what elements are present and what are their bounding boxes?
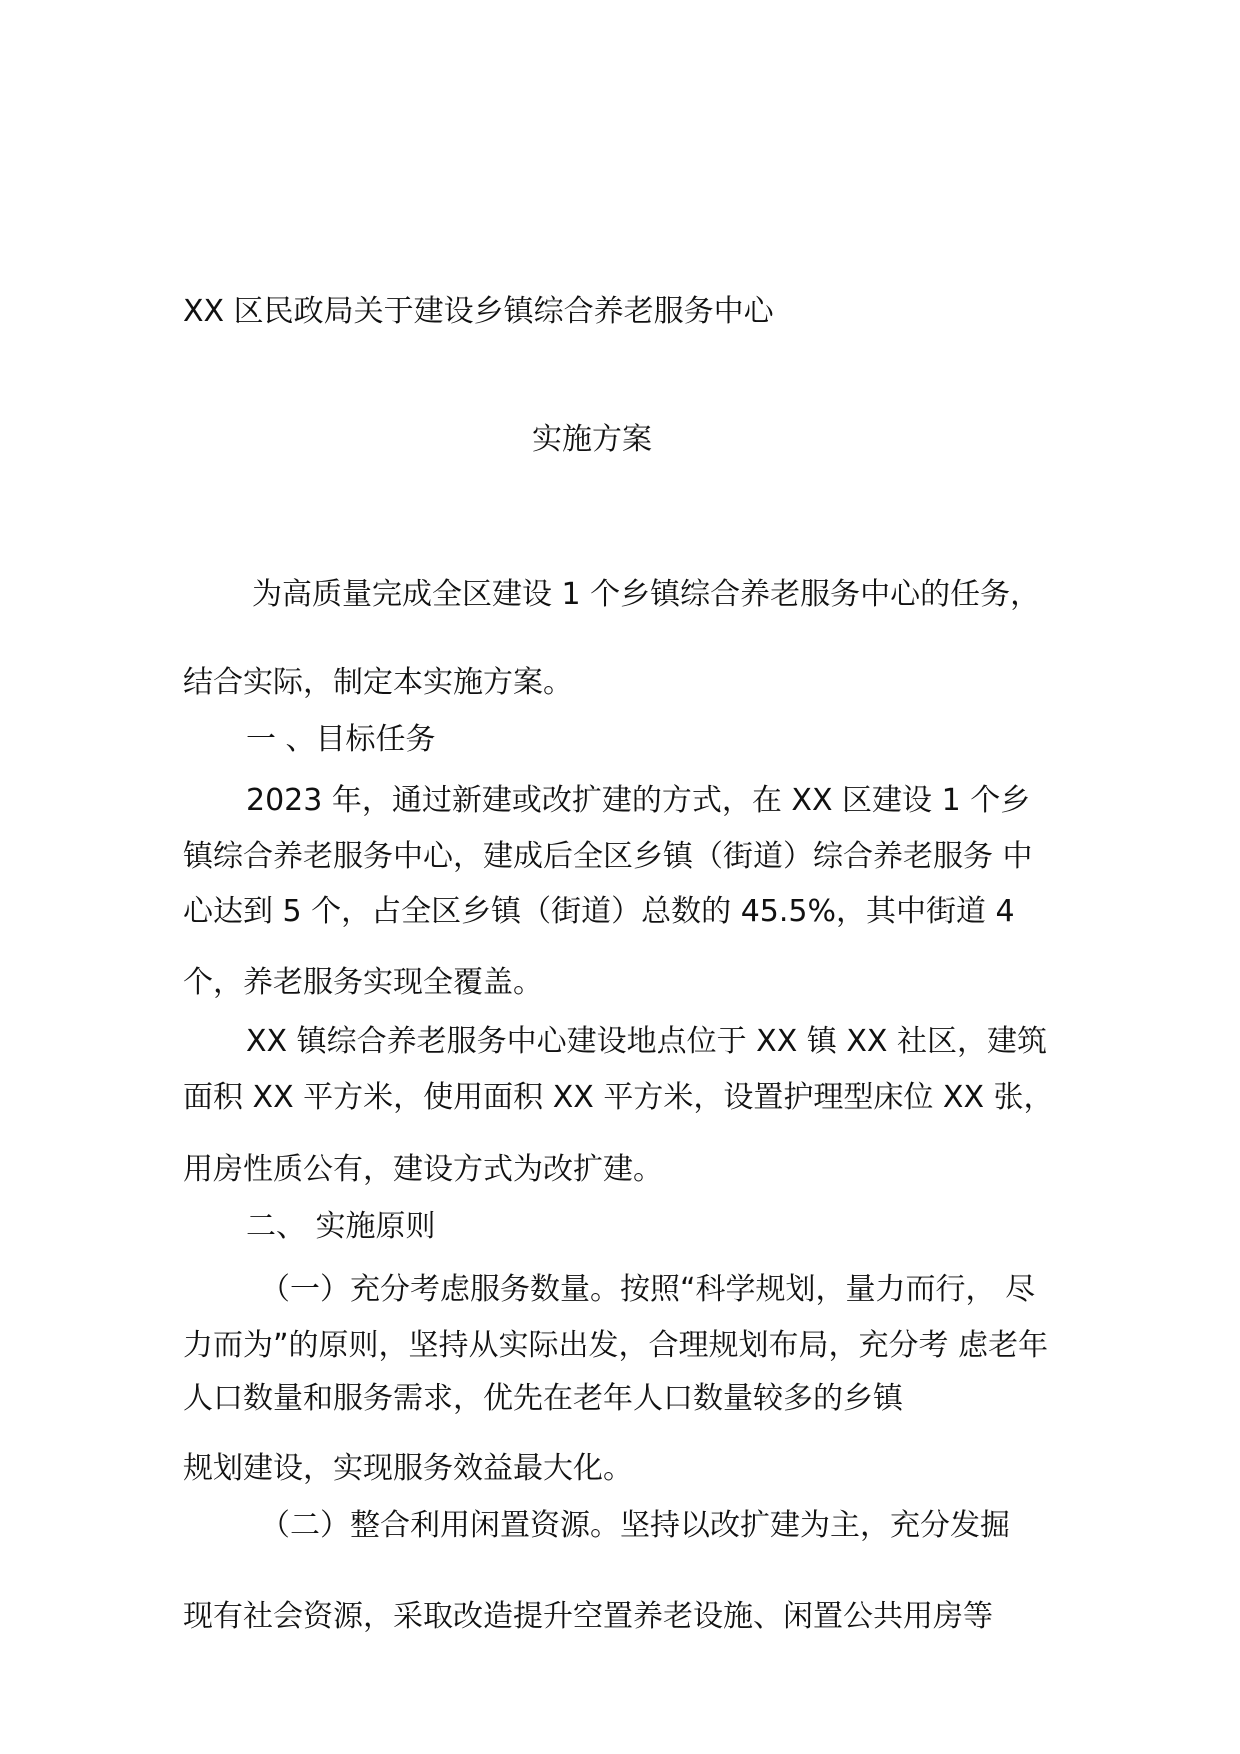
paragraph-line: 面积 XX 平方米，使用面积 XX 平方米，设置护理型床位 XX 张， bbox=[183, 1080, 1054, 1115]
paragraph-line: 人口数量和服务需求，优先在老年人口数量较多的乡镇 bbox=[183, 1381, 903, 1416]
paragraph-line: 规划建设，实现服务效益最大化。 bbox=[183, 1451, 633, 1486]
paragraph-line: 结合实际，制定本实施方案。 bbox=[183, 665, 573, 700]
paragraph-line: 2023 年，通过新建或改扩建的方式，在 XX 区建设 1 个乡 bbox=[246, 783, 1031, 818]
paragraph-line: 心达到 5 个，占全区乡镇（街道）总数的 45.5%，其中街道 4 bbox=[183, 894, 1015, 929]
document-title-line2: 实施方案 bbox=[532, 422, 652, 457]
paragraph-line: 力而为”的原则，坚持从实际出发，合理规划布局，充分考 虑老年 bbox=[183, 1328, 1049, 1363]
paragraph-line: （二）整合利用闲置资源。坚持以改扩建为主，充分发掘 bbox=[260, 1508, 1010, 1543]
document-title-line1: XX 区民政局关于建设乡镇综合养老服务中心 bbox=[183, 294, 774, 329]
paragraph-line: 为高质量完成全区建设 1 个乡镇综合养老服务中心的任务， bbox=[252, 577, 1041, 612]
paragraph-line: XX 镇综合养老服务中心建设地点位于 XX 镇 XX 社区，建筑 bbox=[246, 1024, 1047, 1059]
paragraph-line: 用房性质公有，建设方式为改扩建。 bbox=[183, 1152, 663, 1187]
section-heading: 一 、目标任务 bbox=[246, 722, 436, 757]
paragraph-line: 镇综合养老服务中心，建成后全区乡镇（街道）综合养老服务 中 bbox=[183, 839, 1033, 874]
paragraph-line: （一）充分考虑服务数量。按照“科学规划，量力而行， 尽 bbox=[260, 1272, 1036, 1307]
paragraph-line: 现有社会资源，采取改造提升空置养老设施、闲置公共用房等 bbox=[183, 1599, 993, 1634]
paragraph-line: 个，养老服务实现全覆盖。 bbox=[183, 965, 543, 1000]
section-heading: 二、 实施原则 bbox=[246, 1209, 436, 1244]
